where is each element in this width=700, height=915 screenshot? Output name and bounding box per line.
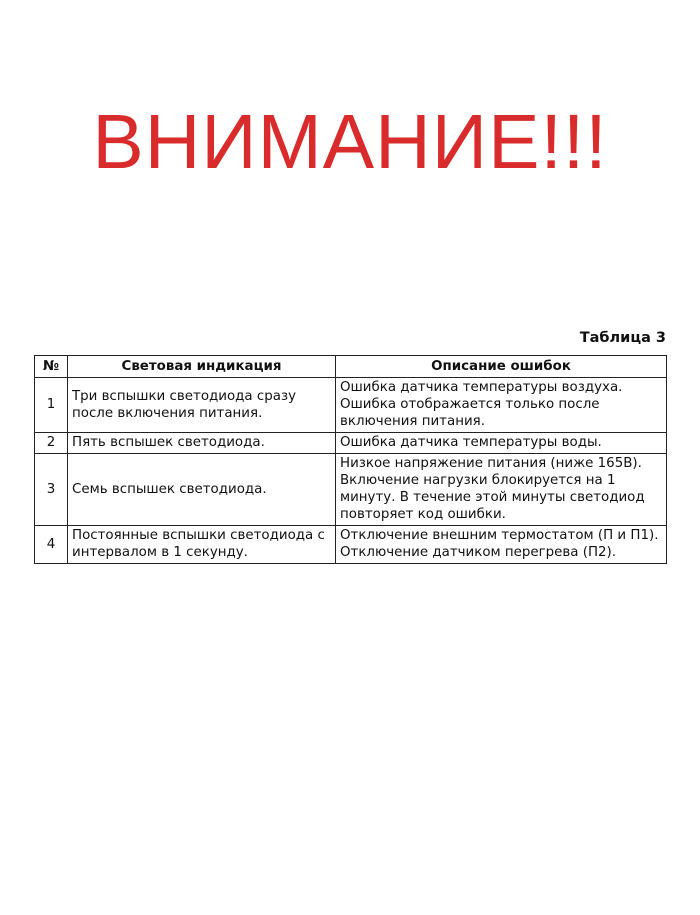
table-row (35, 526, 667, 564)
error-codes-table (34, 355, 667, 564)
table-row (35, 454, 667, 526)
row-indication: Семь вспышек светодиода. (68, 454, 336, 526)
header-indication: Световая индикация (68, 356, 336, 378)
row-number: 4 (35, 526, 68, 564)
row-number: 3 (35, 454, 68, 526)
row-indication: Постоянные вспышки светодиода с интервалом в 1 секунду. (68, 526, 336, 564)
row-description: Ошибка датчика температуры воздуха. Ошибка отображается только после включения питания. (336, 378, 667, 433)
header-number: № (35, 356, 68, 378)
row-indication: Пять вспышек светодиода. (68, 433, 336, 454)
table-caption: Таблица 3 (579, 330, 666, 346)
row-description: Ошибка датчика температуры воды. (336, 433, 667, 454)
table-row (35, 378, 667, 433)
table-header-row (35, 356, 667, 378)
warning-heading: ВНИМАНИЕ!!! (92, 99, 608, 185)
header-description: Описание ошибок (336, 356, 667, 378)
row-description: Низкое напряжение питания (ниже 165В). Включение нагрузки блокируется на 1 минуту. В течение этой минуты светодиод повторяет код ошибки. (336, 454, 667, 526)
row-description: Отключение внешним термостатом (П и П1). Отключение датчиком перегрева (П2). (336, 526, 667, 564)
row-number: 1 (35, 378, 68, 433)
row-indication: Три вспышки светодиода сразу после включения питания. (68, 378, 336, 433)
table-row (35, 433, 667, 454)
row-number: 2 (35, 433, 68, 454)
